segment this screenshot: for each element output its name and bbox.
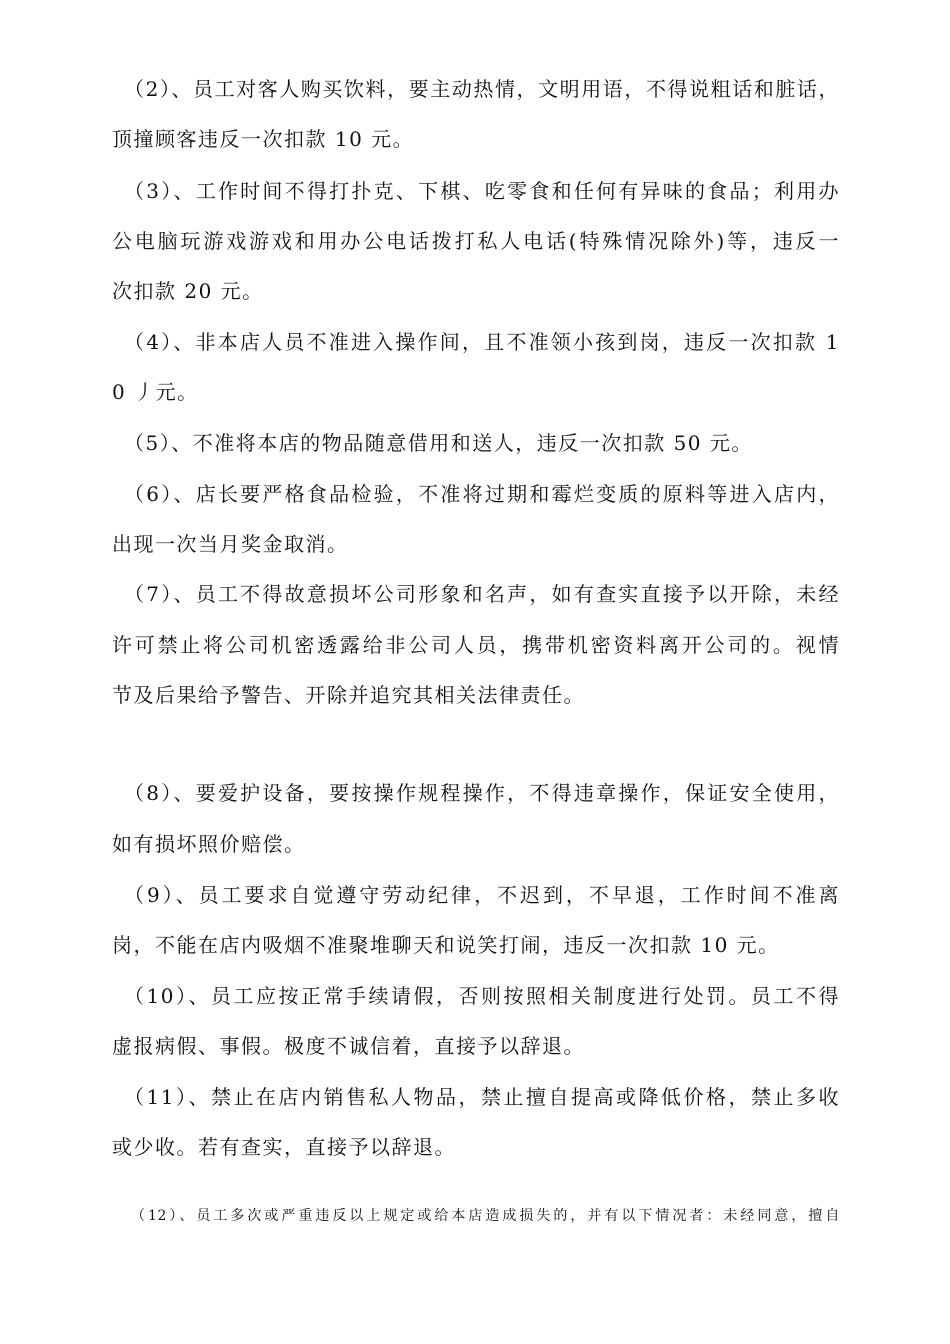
rule-4-line-2: 0 丿元。 bbox=[112, 380, 199, 404]
rule-11-line-1: （11）、禁止在店内销售私人物品，禁止擅自提高或降低价格，禁止多收 bbox=[124, 1085, 840, 1109]
rule-9-line-1: （9）、员工要求自觉遵守劳动纪律，不迟到，不早退，工作时间不准离 bbox=[124, 883, 840, 907]
rule-12-line-1: （12）、员工多次或严重违反以上规定或给本店造成损失的，并有以下情况者：未经同意，擅自 bbox=[131, 1208, 840, 1224]
rule-10-line-2: 虚报病假、事假。极度不诚信着，直接予以辞退。 bbox=[112, 1034, 585, 1058]
rule-3-line-2: 公电脑玩游戏游戏和用办公电话拨打私人电话(特殊情况除外)等，违反一 bbox=[112, 229, 840, 253]
rule-8-line-2: 如有损坏照价赔偿。 bbox=[112, 832, 306, 856]
rule-7-line-2: 许可禁止将公司机密透露给非公司人员，携带机密资料离开公司的。视情 bbox=[112, 633, 840, 657]
rule-3-line-1: （3）、工作时间不得打扑克、下棋、吃零食和任何有异味的食品；利用办 bbox=[124, 179, 840, 203]
rule-10-line-1: （10）、员工应按正常手续请假，否则按照相关制度进行处罚。员工不得 bbox=[124, 984, 840, 1008]
rule-2-line-1: （2）、员工对客人购买饮料，要主动热情，文明用语，不得说粗话和脏话， bbox=[124, 77, 840, 101]
rule-8-line-1: （8）、要爱护设备，要按操作规程操作，不得违章操作，保证安全使用， bbox=[124, 781, 840, 805]
rule-7-line-3: 节及后果给予警告、开除并追究其相关法律责任。 bbox=[112, 683, 585, 707]
rule-7-line-1: （7）、员工不得故意损坏公司形象和名声，如有查实直接予以开除，未经 bbox=[124, 582, 840, 606]
rule-11-line-2: 或少收。若有查实，直接予以辞退。 bbox=[112, 1135, 456, 1159]
rule-4-line-1: （4）、非本店人员不准进入操作间，且不准领小孩到岗，违反一次扣款 1 bbox=[124, 330, 840, 354]
rule-6-line-2: 出现一次当月奖金取消。 bbox=[112, 532, 349, 556]
rule-6-line-1: （6）、店长要严格食品检验，不准将过期和霉烂变质的原料等进入店内， bbox=[124, 482, 840, 506]
rule-5-line-1: （5）、不准将本店的物品随意借用和送人，违反一次扣款 50 元。 bbox=[124, 431, 753, 455]
rule-2-line-2: 顶撞顾客违反一次扣款 10 元。 bbox=[112, 127, 415, 151]
rule-3-line-3: 次扣款 20 元。 bbox=[112, 279, 264, 303]
rule-9-line-2: 岗，不能在店内吸烟不准聚堆聊天和说笑打闹，违反一次扣款 10 元。 bbox=[112, 933, 780, 957]
